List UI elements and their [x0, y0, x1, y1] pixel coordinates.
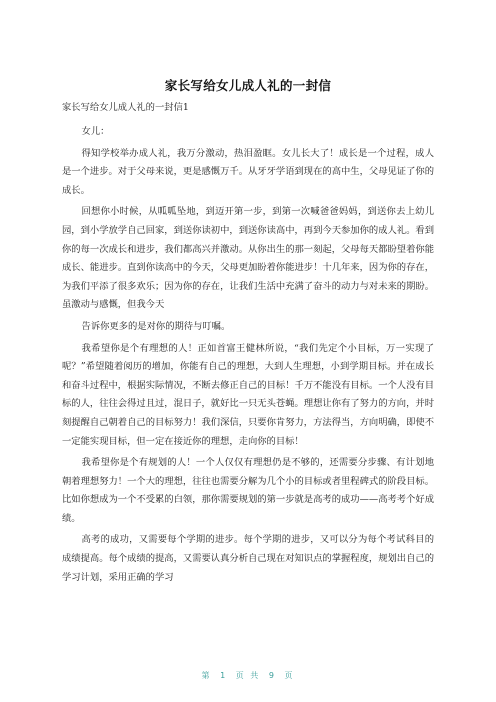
current-page-number: 1 [220, 671, 228, 680]
document-body [62, 101, 434, 590]
footer-label-end: 页 [284, 671, 295, 680]
body-paragraph: 高考的成功，又需要每个学期的进步。每个学期的进步，又可以分为每个考试科目的成绩提高。每个成绩的提高，又需要认真分析自己现在对知识点的掌握程度，规划出自己的学习计划，采用正确的学习 [62, 534, 434, 583]
footer-label-of: 页 共 [235, 671, 261, 680]
body-paragraph: 我希望你是个有规划的人！一个人仅仅有理想仍是不够的，还需要分步骤、有计划地朝着理想努力！一个大的理想，往往也需要分解为几个小的目标或者里程碑式的阶段目标。比如你想成为一个不受累的白领，那你需要规划的第一步就是高考的成功——高考考个好成绩。 [62, 457, 434, 524]
total-page-count: 9 [268, 671, 276, 680]
page-title: 家长写给女儿成人礼的一封信 [164, 78, 332, 93]
body-paragraph: 我希望你是个有理想的人！正如首富王健林所说，“我们先定个小目标，万一实现了呢？”希望随着阅历的增加，你能有自己的理想，大到人生理想，小到学期目标。并在成长和奋斗过程中，根据实际情况，不断去修正自己的目标！千万不能没有目标。一个人没有目标的人，往往会得过且过，混日子，就好比一只无头苍蝇。理想让你有了努力的方向，并时刻提醒自己朝着自己的目标努力！我们深信，只要你肯努力，方法得当，方向明确，即使不一定能实现目标，但一定在接近你的理想，走向你的目标！ [62, 342, 434, 447]
salutation: 女儿： [81, 126, 110, 137]
document-subtitle: 家长写给女儿成人礼的一封信1 [62, 102, 189, 113]
page-footer [0, 670, 496, 681]
body-paragraph: 得知学校举办成人礼，我万分激动，热泪盈眶。女儿长大了！成长是一个过程，成人是一个进步。对于父母来说，更是感慨万千。从牙牙学语到现在的高中生，父母见证了你的成长。 [62, 147, 434, 196]
body-paragraph: 告诉你更多的是对你的期待与叮嘱。 [81, 320, 231, 332]
footer-label-page: 第 [201, 671, 212, 680]
body-paragraph: 回想你小时候，从呱呱坠地，到迈开第一步，到第一次喊爸爸妈妈，到送你去上幼儿园，到小学放学自己回家，到送你读初中，到送你读高中，再到今天参加你的成人礼。看到你的每一次成长和进步，我们都高兴并激动。从你出生的那一刻起，父母每天都盼望着你能成长、能进步。直到你读高中的今天，父母更加盼着你能进步！十几年来，因为你的存在，为我们平添了很多欢乐；因为你的存在，让我们生活中充满了奋斗的动力与对未来的期盼。虽激动与感慨，但我今天 [62, 206, 434, 311]
